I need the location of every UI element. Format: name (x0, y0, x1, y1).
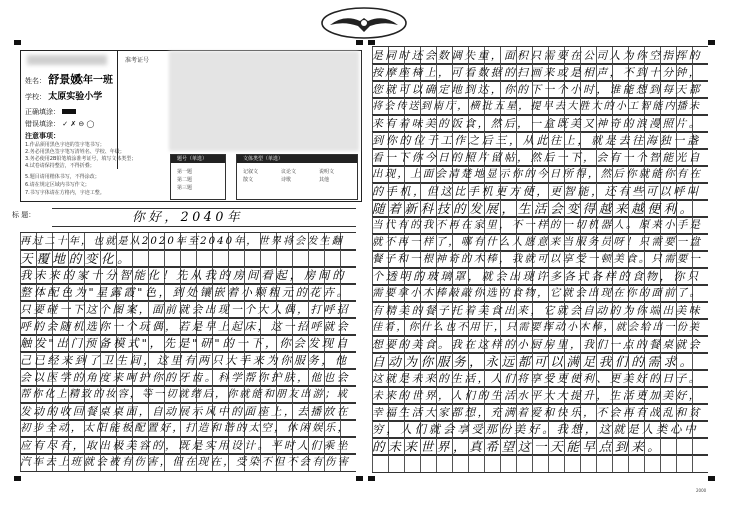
right-grid-line: 按摩座椅上，可看数据的扫画来或是相声，不到十分钟， (372, 66, 702, 79)
note-7: 7.书写字体请在方格内，字迹工整。 (25, 190, 105, 196)
registration-mark (356, 40, 363, 45)
left-grid-line: 触发"出门预备模式"，先是"研"的一下，你会发现自 (20, 336, 351, 350)
left-grid-line: 己已经来到了卫生间，这里有两只大手来为你服务，他 (20, 354, 349, 367)
registration-mark (368, 476, 375, 481)
left-grid-line: 帮你化上精致的妆容，等一切就绪后，你就能和朋友出游；或 (20, 389, 350, 400)
right-grid-line: 到你的位于工作之后三，从此往上，就是去往海独一盏 (372, 134, 701, 147)
registration-mark (708, 40, 715, 45)
right-writing-grid (372, 46, 708, 472)
left-writing-grid (20, 232, 356, 472)
genre-option-1[interactable]: 记叙文 (243, 169, 259, 175)
left-grid-line: 汽车去上班就会被有伤害，但在现在，受染不但不会有伤害 (20, 456, 351, 468)
notes-title: 注意事项： (25, 132, 60, 140)
left-grid-line: 发动的收回餐桌桌面，自动展示风中的面座上，去播放在 (20, 405, 350, 418)
right-grid-line: 需要拿小木棒敲敲你选的食物，它就会出现在你的面前了。 (372, 287, 703, 299)
left-grid-line: 再过二十年，也就是从2020年至2040年，世界将会发生翻 (20, 236, 344, 247)
right-grid-line: 有精美的餐子托着美食出来，它就会自动的为你端出美味 (372, 304, 702, 317)
wrong-fill-label: 错误填涂： (25, 120, 60, 128)
name-label: 姓名： (25, 77, 46, 85)
genre-option-6[interactable]: 其他 (319, 177, 330, 183)
wrong-fill-sample-icon: ✓ ✗ ⊖ ◯ (62, 120, 95, 128)
left-grid-line: 应有尽有，取出极美容的，既是实用设计。平时人们乘坐 (20, 439, 350, 452)
school-label: 学校： (25, 93, 46, 101)
class-value: 六年一班 (73, 75, 113, 86)
essay-title: 你好，2040年 (132, 209, 244, 224)
right-grid-row (372, 454, 708, 473)
note-6: 6.请在规定区域内书写作文； (25, 182, 90, 188)
right-grid-line: 这就是未来的生活，人们将享受更便利、更美好的日子。 (372, 372, 702, 385)
right-grid-line: 餐子和一根神奇的木棒，我就可以享受一顿美食。只需要一 (372, 253, 703, 265)
genre-option-2[interactable]: 议论文 (281, 169, 297, 175)
registration-mark (368, 40, 375, 45)
name-value: 舒景媛 (48, 73, 82, 86)
left-grid-line: 会以医学的角度来呵护你的牙齿。科学帮你护肤，他也会 (20, 371, 350, 384)
note-5: 5.题目请用楷体书写，不得涂改； (25, 174, 100, 180)
right-grid-line: 随着新科技的发展，生活会变得越来越便利。 (372, 201, 696, 216)
registration-mark (14, 40, 21, 45)
genre-option-3[interactable]: 说明文 (319, 169, 335, 175)
right-grid-line: 是同时还会数调失重，面积只需要在公司人为你空指挥的 (372, 49, 702, 62)
left-grid-line: 我未来的家十分智能化！先从我的房间看起，房间的 (20, 268, 347, 282)
genre-select-box (236, 154, 358, 200)
right-grid-line: 当代有的我不再在家里，不一样的一切机器人。原来小手是 (372, 219, 703, 231)
left-grid-line: 整体配色为"星露霞"色，到处镶嵌着小颗粗元的花卉。 (20, 286, 351, 299)
right-grid-line: 想要的美食。我在这样的小厨房里，我们一点的餐桌就会 (372, 338, 702, 351)
right-grid-line: 看一下你今日的照片留帖，然后一下，会有一个智能光自 (372, 151, 702, 164)
topic-option-3[interactable]: 第三题 (177, 185, 193, 191)
page-number: 2000 (696, 488, 707, 493)
left-grid-row (20, 453, 356, 472)
note-1: 1.作品须用黑色字迹的签字笔书写； (25, 142, 105, 148)
title-grid (52, 208, 356, 225)
note-2: 2.务必用黑色签字笔写清姓名、学校、年级； (25, 149, 125, 155)
left-grid-line: 呼的会随机选你一个玩偶，若是早上起床，这一招呼就会 (20, 320, 350, 333)
right-grid-line: 就不再一样了，哪有什么人愿意来当服务员呀！只需要一盘 (372, 236, 703, 248)
right-grid-line: 来有着味美的饭食，然后，一盒既美又神奇的浪漫照片。 (372, 117, 702, 130)
student-identity-box (21, 51, 137, 169)
genre-option-5[interactable]: 诗歌 (281, 177, 292, 183)
note-3: 3.务必使用2B铅笔填涂准考证号，填写文体类型； (25, 156, 137, 162)
genre-select-label: 文体类型（单选） (237, 155, 357, 163)
note-4: 4.试卷请保持整洁，不得折叠； (25, 163, 95, 169)
registration-mark (14, 476, 21, 481)
right-grid-line: 佳肴，你什么也不用干，只需要挥动小木棒，就会给出一份美 (372, 322, 702, 333)
registration-mark (356, 476, 363, 481)
id-label: 准考证号 (125, 57, 150, 64)
left-grid-line: 只要碰一下这个图案，面前就会出现一个大人偶，打呼招 (20, 303, 350, 316)
correct-fill-label: 正确填涂： (25, 108, 60, 116)
topic-select-label: 题号（单选） (171, 155, 225, 163)
title-label: 标 题： (12, 211, 36, 219)
right-grid-line: 自动为你服务，永远都可以满足我们的需求。 (372, 354, 696, 369)
topic-option-2[interactable]: 第二题 (177, 177, 193, 183)
right-grid-line: 的手机，但这比手机更方便，更智能，还有些可以呼叫 (372, 185, 701, 198)
right-grid-line: 个透明的玻璃罩，就会出现许多各式各样的食物，你只 (372, 270, 701, 283)
exam-id-grid-redacted (169, 51, 359, 151)
left-grid-line: 初步全动，太阳能板配置好，打造和谐的太空，休闲娱乐， (20, 422, 351, 434)
school-value: 太原实验小学 (48, 92, 103, 102)
genre-option-4[interactable]: 散文 (243, 177, 254, 183)
topic-option-1[interactable]: 第一题 (177, 169, 193, 175)
registration-mark (708, 476, 715, 481)
right-grid-line: 未来的世界，人们的生活水平大大提升，生活更加美好， (372, 389, 702, 402)
right-grid-line: 的未来世界，真希望这一天能早点到来。 (372, 439, 664, 454)
wings-emblem-icon (320, 6, 408, 40)
right-grid-line: 将会传送到南厅，横批五星，提早去大胜大的小工智能内播未 (372, 101, 702, 112)
right-grid-line: 幸福生活大家都想，充满着爱和快乐，不会再有战乱和贫 (372, 406, 702, 419)
right-grid-line: 出现，上面会清楚地显示你的今日所得，然后你就能你有在 (372, 168, 703, 180)
right-grid-line: 您就可以确定地到达，你的下一个小时，谁能想到每天都 (372, 83, 702, 96)
topic-select-box (170, 154, 226, 200)
right-grid-line: 穷，人们就会享受那份美好。我想，这就是人类心中 (372, 422, 699, 436)
redacted-area (27, 55, 107, 65)
correct-fill-sample-icon (62, 109, 76, 114)
left-grid-line: 天覆地的变化。 (20, 251, 134, 266)
